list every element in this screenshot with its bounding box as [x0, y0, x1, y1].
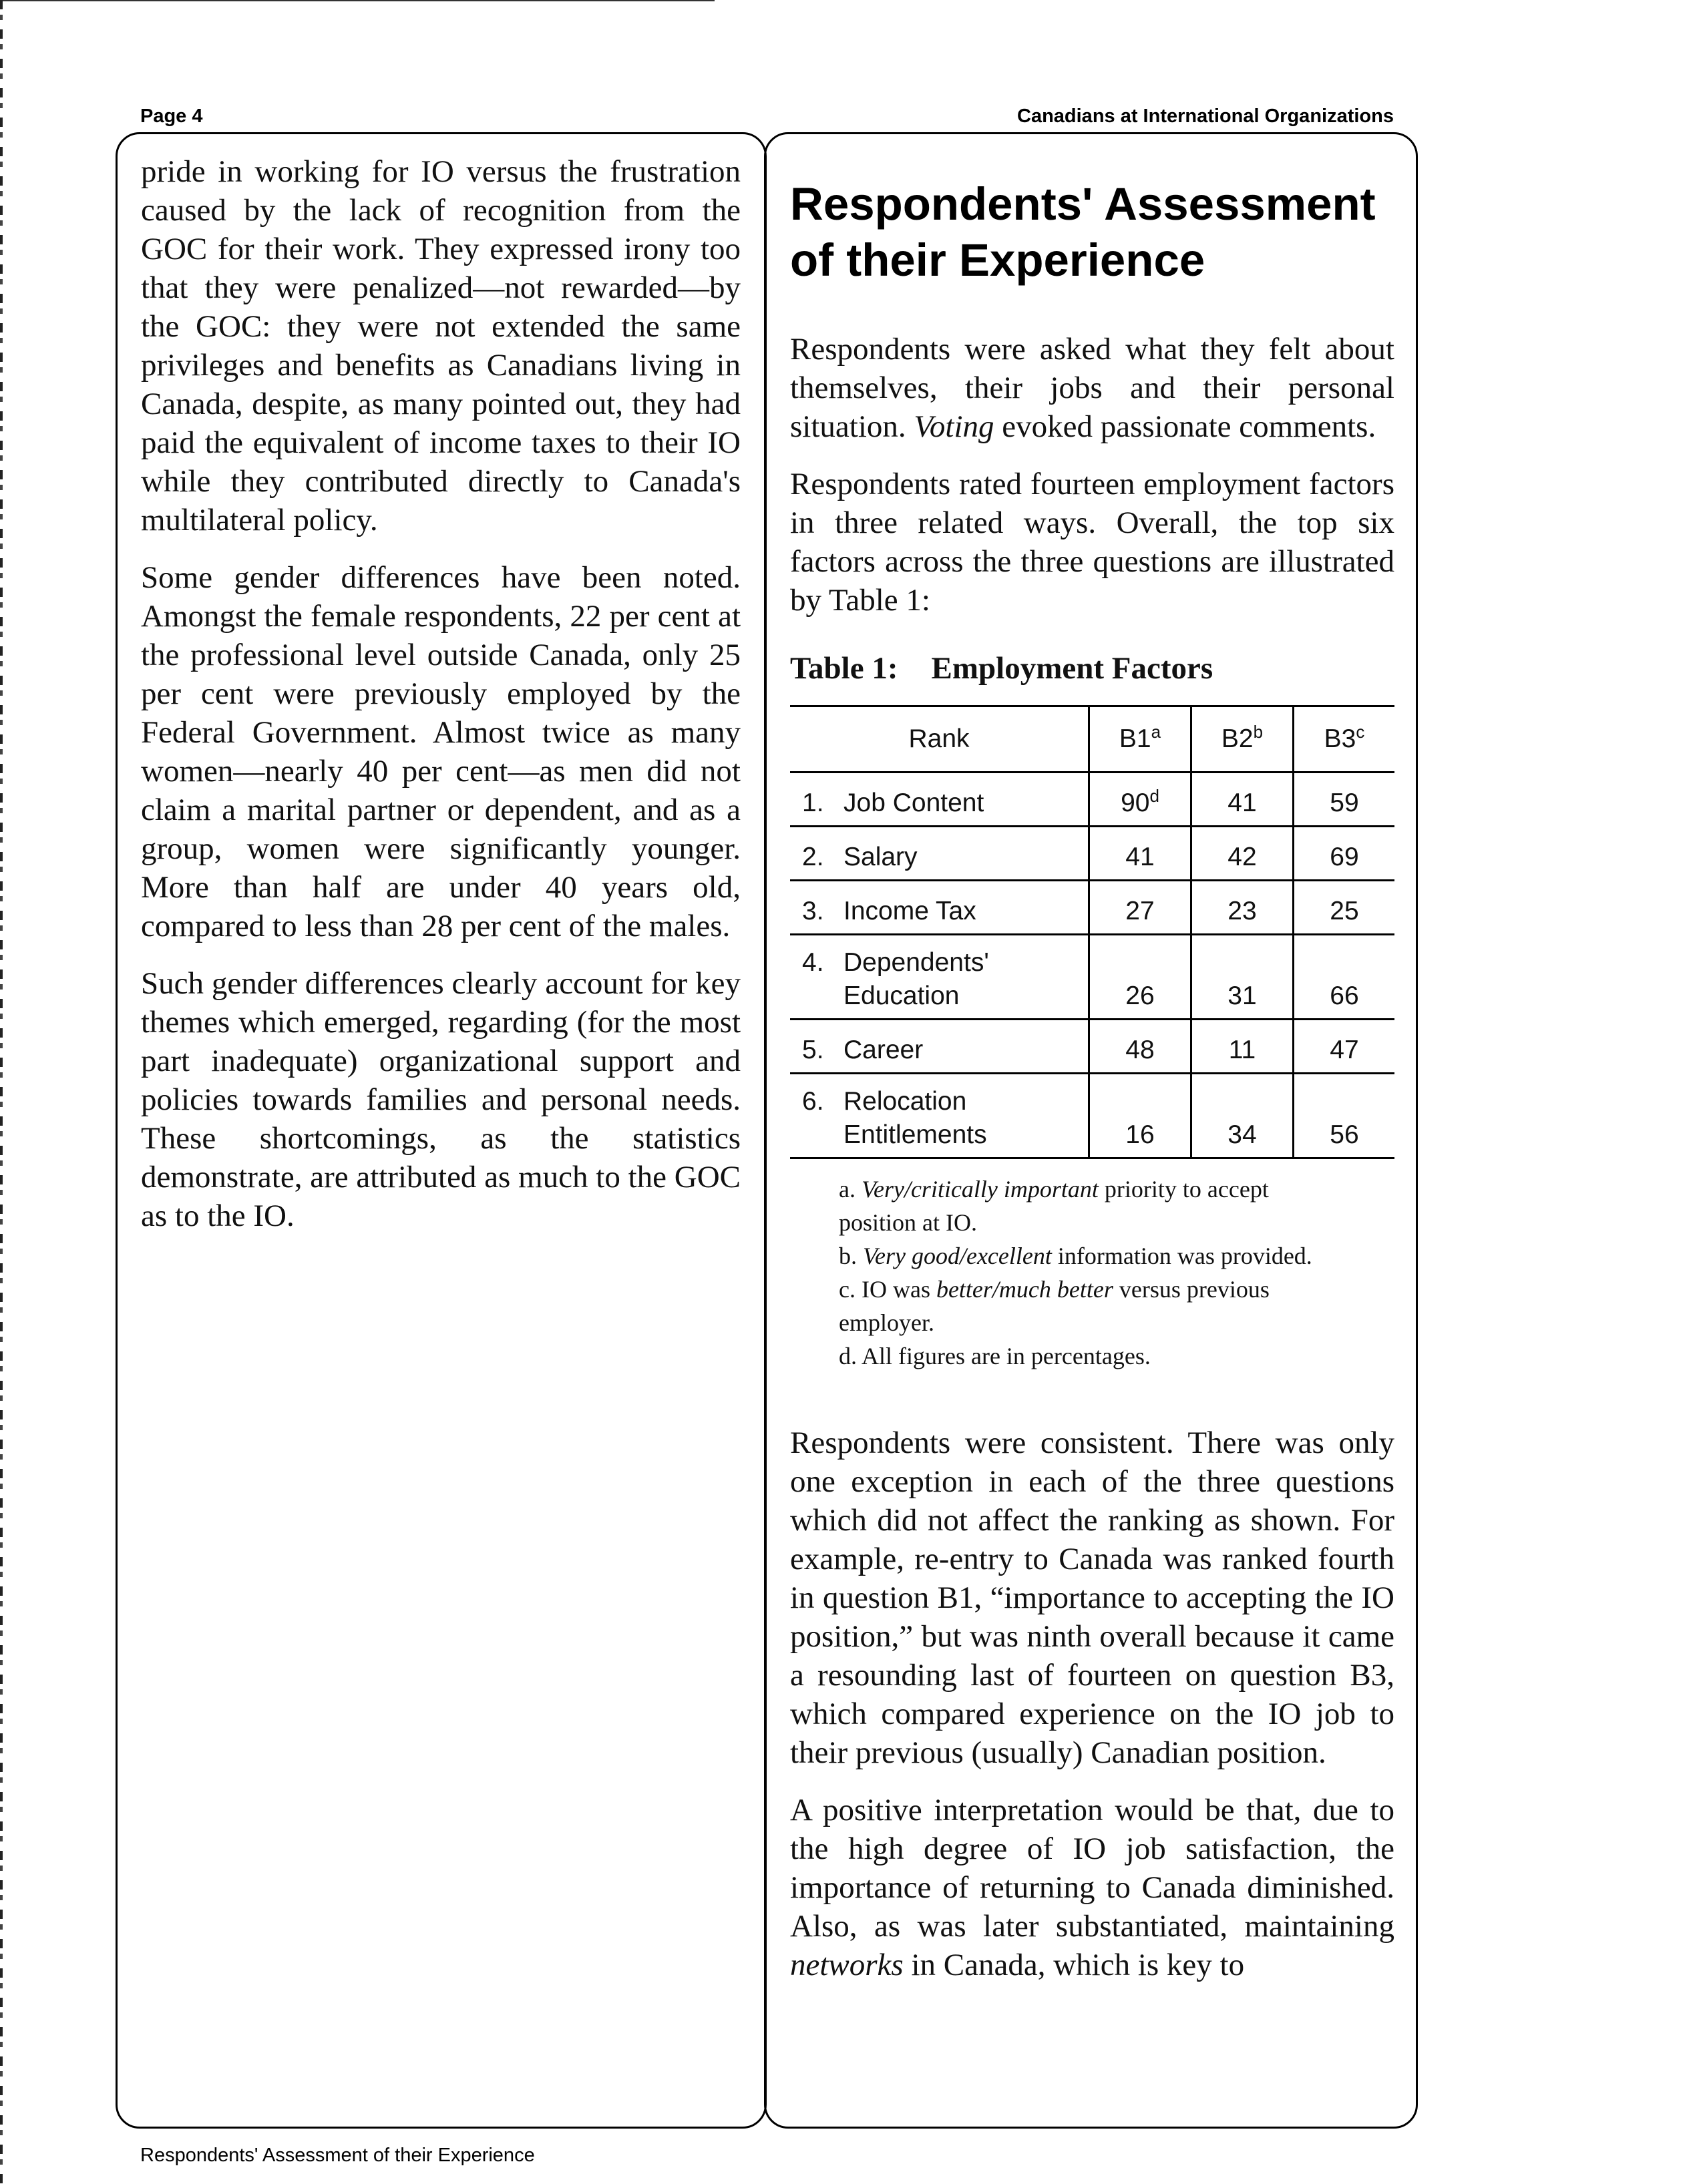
b3-cell: 66 — [1294, 935, 1395, 1020]
footnote-c: c. IO was better/much better versus previous employer. — [839, 1276, 1270, 1336]
body-paragraph: pride in working for IO versus the frustration caused by the lack of recognition from the GOC for their work. They expressed irony too that they were penalized—not rewarded—by the GOC: they were not extended the same privileges and benefits as Canadians living in Canada, despite, as many pointed out, they had paid the equivalent of income taxes to their IO while they contributed directly to Canada's multilateral policy. — [141, 154, 741, 537]
header-rank: Rank — [790, 706, 1089, 773]
table-header-row — [790, 706, 1394, 773]
table-row — [790, 773, 1394, 827]
rank-cell: 1. Job Content — [790, 773, 1089, 827]
left-column — [141, 152, 741, 1254]
b3-cell: 59 — [1294, 773, 1395, 827]
emphasis: Voting — [914, 409, 994, 444]
b2-cell: 23 — [1191, 881, 1294, 935]
emphasis: networks — [790, 1948, 904, 1982]
b2-cell: 42 — [1191, 827, 1294, 881]
header-b1: B1$^a$ — [1089, 706, 1191, 773]
footnote-a: a. Very/critically important priority to accept position at IO. — [839, 1176, 1269, 1236]
top-edge-rule — [0, 0, 715, 1]
body-paragraph: Such gender differences clearly account for key themes which emerged, regarding (for the most part inadequate) organizational support and policies towards families and personal needs. These shortcomings, as the statistics demonstrate, are attributed as much to the GOC as to the IO. — [141, 966, 741, 1233]
employment-factors-table — [790, 705, 1394, 1159]
table-footnotes — [839, 1172, 1346, 1373]
b1-cell: 90$^d$ — [1089, 773, 1191, 827]
rank-cell: 4. Dependents' Education — [790, 935, 1089, 1020]
footnote-d: d. All figures are in percentages. — [839, 1343, 1151, 1369]
body-paragraph: Respondents rated fourteen employment factors in three related ways. Overall, the top six factors across the three questions are illustrated by Table 1: — [790, 467, 1394, 618]
b3-cell: 47 — [1294, 1020, 1395, 1074]
table-caption-label: Table 1: — [790, 651, 898, 686]
b3-cell: 56 — [1294, 1074, 1395, 1158]
b2-cell: 31 — [1191, 935, 1294, 1020]
right-column — [790, 152, 1394, 2003]
body-paragraph: Respondents were asked what they felt about themselves, their jobs and their personal situation. Voting evoked passionate comments. — [790, 332, 1394, 444]
rank-cell: 5. Career — [790, 1020, 1089, 1074]
body-paragraph: A positive interpretation would be that, due to the high degree of IO job satisfaction, the importance of returning to Canada diminished. Also, as was later substantiated, maintaining networks in Canada, which is key to — [790, 1793, 1394, 1982]
table-caption-title: Employment Factors — [931, 651, 1213, 686]
b1-cell: 48 — [1089, 1020, 1191, 1074]
running-title: Canadians at International Organizations — [1017, 105, 1394, 127]
b1-cell: 16 — [1089, 1074, 1191, 1158]
section-heading: Respondents' Assessment of their Experience — [790, 178, 1376, 286]
body-paragraph: Some gender differences have been noted. Amongst the female respondents, 22 per cent at the professional level outside Canada, only 25 per cent were previously employed by the Federal Government. Almost twice as many women—nearly 40 per cent—as men did not claim a marital partner or dependent, and as a group, women were significantly younger. More than half are under 40 years old, compared to less than 28 per cent of the males. — [141, 560, 741, 943]
page-number: Page 4 — [140, 105, 203, 127]
table-row — [790, 1074, 1394, 1158]
header-b3: B3$^c$ — [1294, 706, 1395, 773]
rank-cell: 6. Relocation Entitlements — [790, 1074, 1089, 1158]
table-row — [790, 827, 1394, 881]
table-row — [790, 1020, 1394, 1074]
table-row — [790, 881, 1394, 935]
b3-cell: 69 — [1294, 827, 1395, 881]
table-caption — [790, 649, 1394, 688]
footnote-b: b. Very good/excellent information was provided. — [839, 1243, 1312, 1269]
b2-cell: 11 — [1191, 1020, 1294, 1074]
b1-cell: 27 — [1089, 881, 1191, 935]
b2-cell: 41 — [1191, 773, 1294, 827]
b1-cell: 26 — [1089, 935, 1191, 1020]
header-b2: B2$^b$ — [1191, 706, 1294, 773]
b3-cell: 25 — [1294, 881, 1395, 935]
footer-section-title: Respondents' Assessment of their Experience — [140, 2145, 535, 2166]
scan-left-edge — [0, 0, 3, 2184]
table-row — [790, 935, 1394, 1020]
rank-cell: 2. Salary — [790, 827, 1089, 881]
b2-cell: 34 — [1191, 1074, 1294, 1158]
body-paragraph: Respondents were consistent. There was only one exception in each of the three questions which did not affect the ranking as shown. For example, re-entry to Canada was ranked fourth in question B1, “importance to accepting the IO position,” but was ninth overall because it came a resounding last of fourteen on question B3, which compared experience on the IO job to their previous (usually) Canadian position. — [790, 1426, 1394, 1770]
rank-cell: 3. Income Tax — [790, 881, 1089, 935]
b1-cell: 41 — [1089, 827, 1191, 881]
